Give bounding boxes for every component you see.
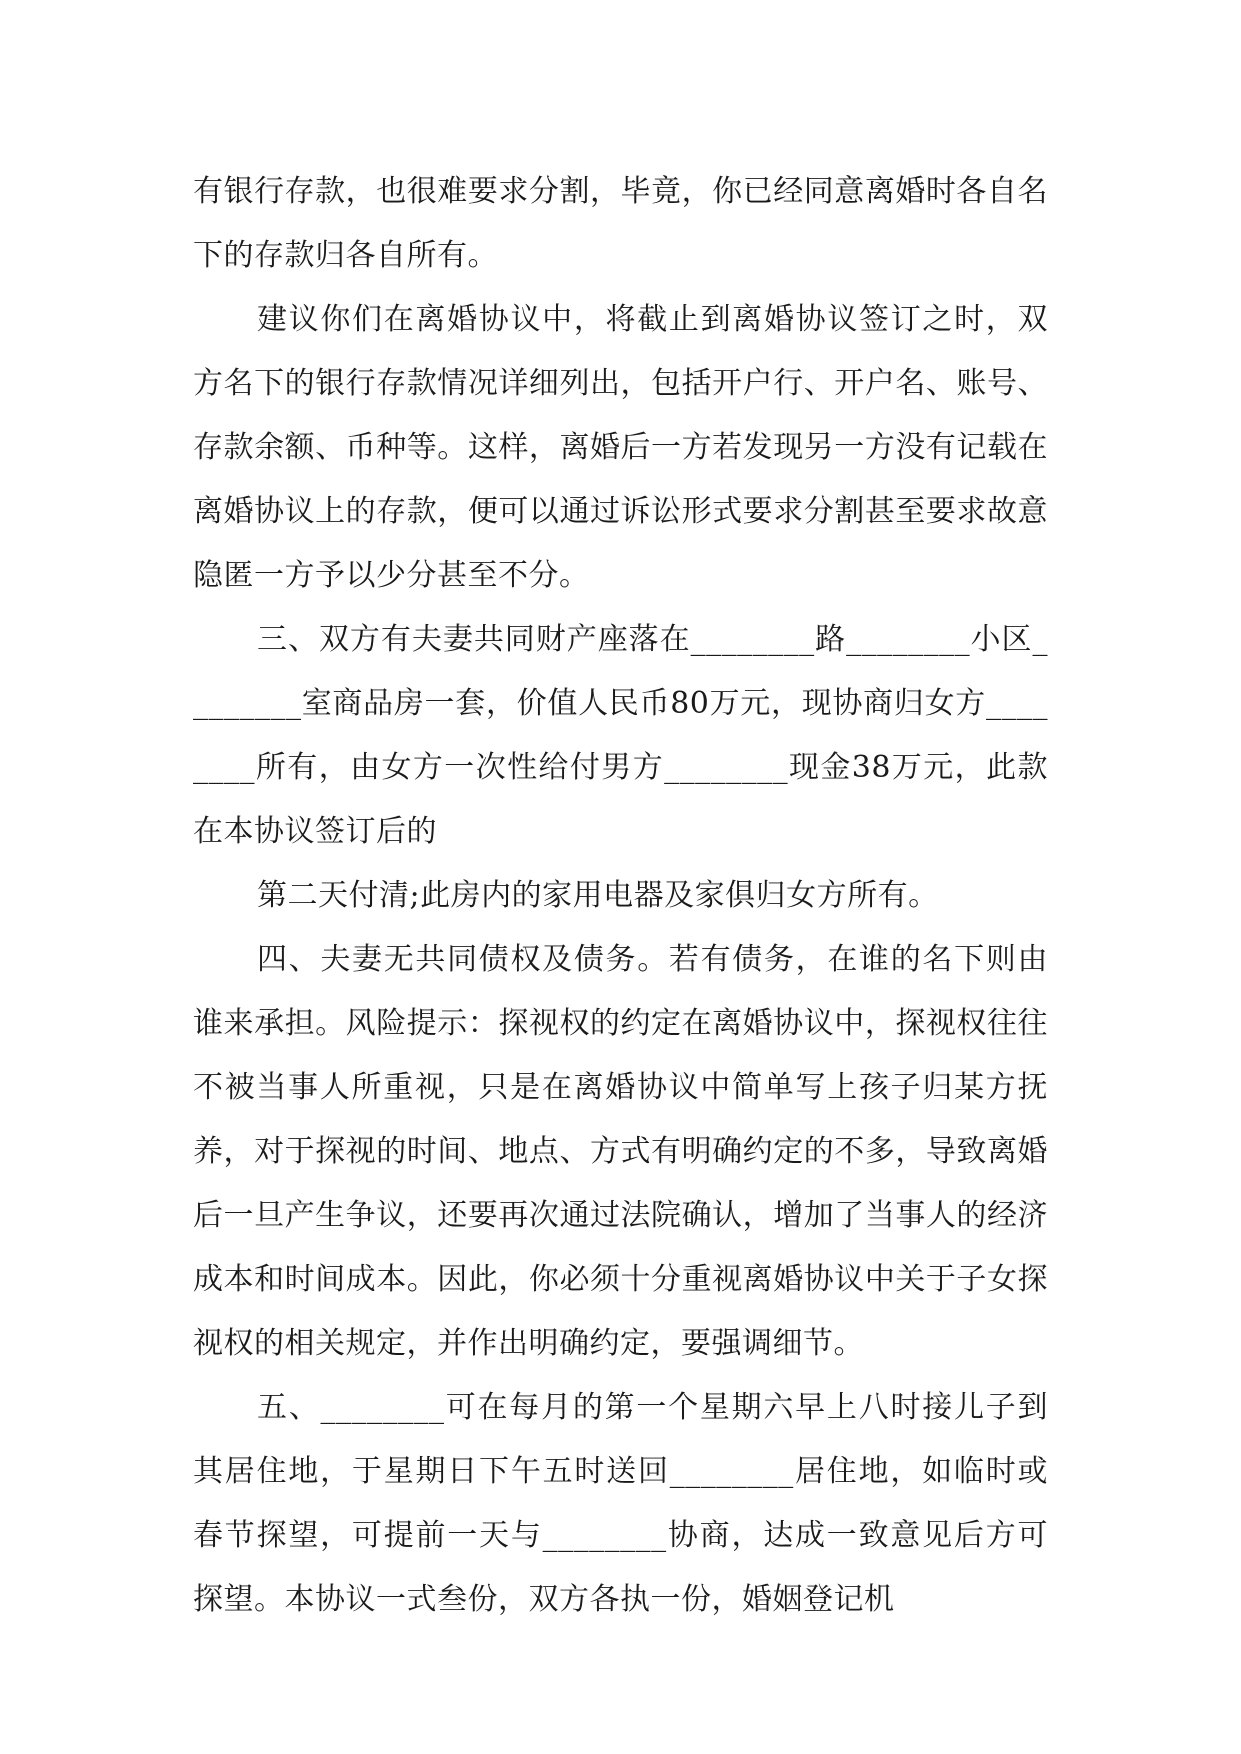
paragraph-savings-listing-advice: 建议你们在离婚协议中，将截止到离婚协议签订之时，双方名下的银行存款情况详细列出，包括开户行、开户名、账号、存款余额、币种等。这样，离婚后一方若发现另一方没有记载在离婚协议上的存款，便可以通过诉讼形式要求分割甚至要求故意隐匿一方予以少分甚至不分。 bbox=[193, 302, 1048, 593]
paragraph-savings-division: 有银行存款，也很难要求分割，毕竟，你已经同意离婚时各自名下的存款归各自所有。 bbox=[193, 174, 1048, 273]
paragraph-clause-5-visitation: 五、________可在每月的第一个星期六早上八时接儿子到其居住地，于星期日下午五时送回________居住地，如临时或春节探望，可提前一天与________协商，达成一致意见后方可探望。本协议一式叁份，双方各执一份，婚姻登记机 bbox=[193, 1390, 1048, 1617]
paragraph-clause-4-debts: 四、夫妻无共同债权及债务。若有债务，在谁的名下则由谁来承担。风险提示：探视权的约定在离婚协议中，探视权往往不被当事人所重视，只是在离婚协议中简单写上孩子归某方抚养，对于探视的时间、地点、方式有明确约定的不多，导致离婚后一旦产生争议，还要再次通过法院确认，增加了当事人的经济成本和时间成本。因此，你必须十分重视离婚协议中关于子女探视权的相关规定，并作出明确约定，要强调细节。 bbox=[193, 942, 1048, 1361]
paragraph-clause-3-payment: 第二天付清;此房内的家用电器及家俱归女方所有。 bbox=[257, 878, 939, 913]
document-body bbox=[193, 160, 1048, 1632]
paragraph-clause-3-property: 三、双方有夫妻共同财产座落在________路________小区________室商品房一套，价值人民币80万元，现协商归女方________所有，由女方一次性给付男方________现金38万元，此款在本协议签订后的 bbox=[193, 622, 1048, 849]
